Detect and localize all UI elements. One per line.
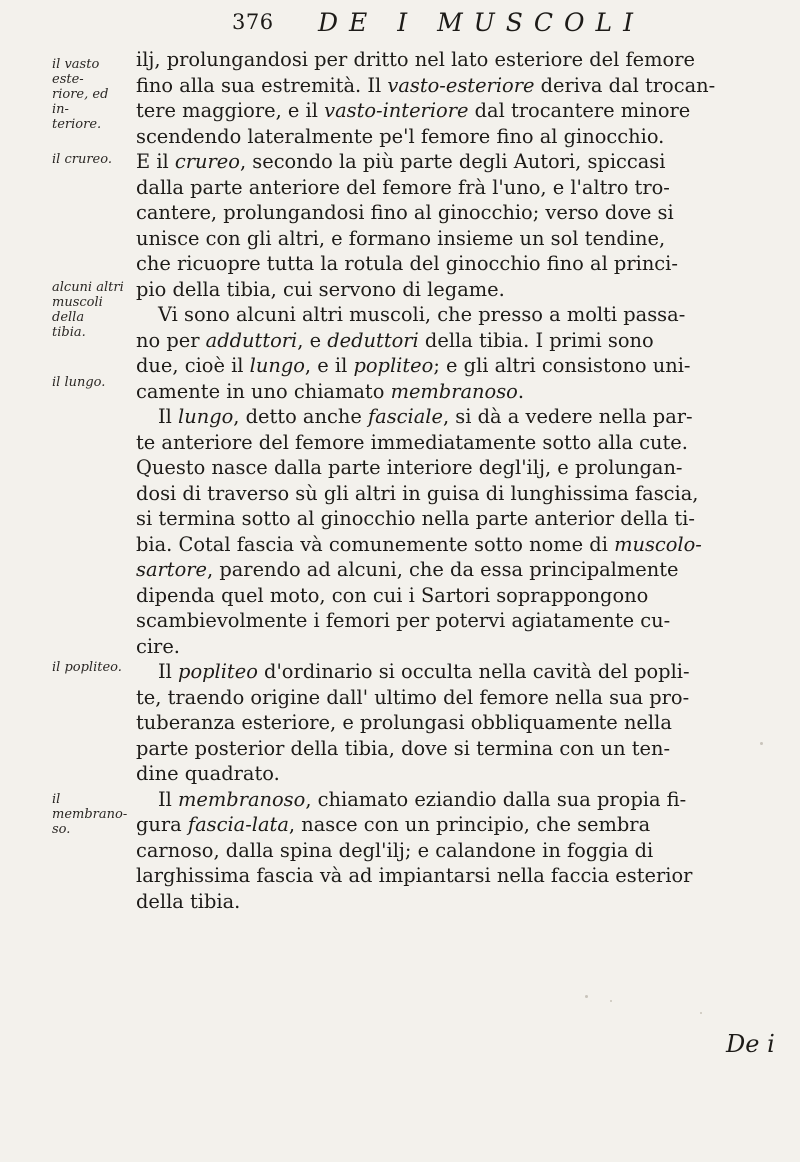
text-line [136,557,772,583]
text-run: , si dà a vedere nella par- [442,405,693,428]
text-run: Il [158,405,179,428]
italic-term: membranoso [178,787,306,811]
text-line [136,659,772,685]
margin-note-vasto: il vasto este- riore, ed in- teriore. [52,57,109,132]
text-line [136,838,772,864]
text-line [136,404,772,430]
italic-term: lungo [249,354,305,377]
main-text [136,47,772,914]
text-run: si termina sotto al ginocchio nella parte anterior della ti- [136,507,695,530]
text-run: due, cioè il [136,354,250,377]
margin-note-alcuni: alcuni altri muscoli della tibia. [52,280,124,340]
text-line [136,761,772,787]
text-line [136,787,772,813]
text-run: deriva dal trocan- [534,73,716,97]
text-line [136,812,772,838]
text-line [136,481,772,507]
text-run: della tibia. [136,889,241,913]
text-run: Il [158,787,179,811]
italic-term: sartore [136,558,207,581]
text-line [136,226,772,252]
text-run: pio della tibia, cui servono di legame. [136,277,505,301]
text-run: tere maggiore, e il [136,99,325,122]
margin-note-membranoso: il membrano- so. [52,792,128,837]
text-line [136,379,772,405]
text-line [136,532,772,558]
text-line [136,889,772,915]
text-line [136,175,772,201]
text-run: scendendo lateralmente pe'l femore fino al ginocchio. [136,124,665,148]
text-run: te, traendo origine dall' ultimo del femore nella sua pro- [136,685,690,709]
text-run: Il [158,660,179,683]
italic-term: deduttori [327,328,419,352]
text-run: dipenda quel moto, con cui i Sartori soprappongono [136,583,649,607]
text-line [136,328,772,354]
text-run: della tibia. I primi sono [418,328,654,352]
text-run: scambievolmente i femori per potervi agiatamente cu- [136,609,671,632]
text-run: , nasce con un principio, che sembra [288,813,651,836]
text-line [136,200,772,226]
text-run: . [517,379,525,403]
text-run: , e [297,328,328,352]
italic-term: vasto-interiore [324,99,469,122]
paragraph [136,47,772,302]
text-run: , chiamato eziandio dalla sua propia fi- [305,787,687,811]
text-run: , parendo ad alcuni, che da essa principalmente [207,558,679,581]
text-run: E il [136,150,175,173]
text-run: dine quadrato. [136,762,280,785]
text-line [136,353,772,379]
text-line [136,863,772,889]
text-line [136,47,772,73]
text-line [136,608,772,634]
italic-term: vasto-esteriore [387,73,535,97]
paragraph [136,302,772,404]
italic-term: adduttori [205,328,298,352]
text-run: d'ordinario si occulta nella cavità del popli- [257,660,690,683]
text-line [136,455,772,481]
text-run: cantere, prolungandosi fino al ginocchio; verso dove si [136,201,674,224]
text-run: dosi di traverso sù gli altri in guisa di lunghissima fascia, [136,481,699,505]
text-run: che ricuopre tutta la rotula del ginocchio fino al princi- [136,252,678,275]
text-run: carnoso, dalla spina degl'ilj; e calandone in foggia di [136,838,654,862]
running-head [0,8,800,38]
text-run: bia. Cotal fascia và comunemente sotto nome di [136,532,615,556]
text-run: larghissima fascia và ad impiantarsi nella faccia esterior [136,864,693,887]
italic-term: membranoso [390,379,518,403]
italic-term: crureo [174,150,240,173]
margin-note-popliteo: il popliteo. [52,660,122,675]
text-run: no per [136,328,206,352]
text-run: dal trocantere minore [468,99,691,122]
italic-term: fasciale [367,405,443,428]
text-line [136,634,772,660]
text-run: dalla parte anteriore del femore frà l'uno, e l'altro tro- [136,175,670,199]
text-run: Vi sono alcuni altri muscoli, che presso a molti passa- [158,303,686,326]
paragraph [136,404,772,659]
text-run: , e il [304,354,354,377]
text-line [136,685,772,711]
text-line [136,302,772,328]
text-line [136,98,772,124]
text-line [136,506,772,532]
text-run: cire. [136,634,180,658]
text-run: fino alla sua estremità. Il [136,73,388,97]
italic-term: popliteo [178,660,258,683]
text-line [136,277,772,303]
catchword: De i [726,1030,775,1058]
text-line [136,430,772,456]
text-run: te anteriore del femore immediatamente sotto alla cute. [136,430,688,454]
margin-note-crureo: il crureo. [52,152,112,167]
text-run: Questo nasce dalla parte interiore degl'ilj, e prolungan- [136,456,683,479]
text-run: ilj, prolungandosi per dritto nel lato esteriore del femore [136,48,695,71]
italic-term: fascia-lata [187,813,289,836]
paragraph [136,659,772,787]
text-line [136,73,772,99]
text-line [136,124,772,150]
text-run: tuberanza esteriore, e prolungasi obbliquamente nella [136,711,672,734]
page-number: 376 [232,10,274,34]
text-line [136,149,772,175]
text-run: , detto anche [233,405,368,428]
paragraph [136,787,772,915]
running-title: DE I MUSCOLI [318,8,644,37]
italic-term: lungo [178,405,234,428]
text-line [136,710,772,736]
italic-term: muscolo- [614,532,702,556]
text-run: gura [136,813,188,836]
text-line [136,736,772,762]
text-run: unisce con gli altri, e formano insieme un sol tendine, [136,226,666,250]
margin-note-lungo: il lungo. [52,375,106,390]
text-run: ; e gli altri consistono uni- [433,354,691,377]
text-run: , secondo la più parte degli Autori, spiccasi [239,150,666,173]
text-run: camente in uno chiamato [136,379,391,403]
text-line [136,583,772,609]
text-run: parte posterior della tibia, dove si termina con un ten- [136,736,671,760]
italic-term: popliteo [353,354,434,377]
text-line [136,251,772,277]
